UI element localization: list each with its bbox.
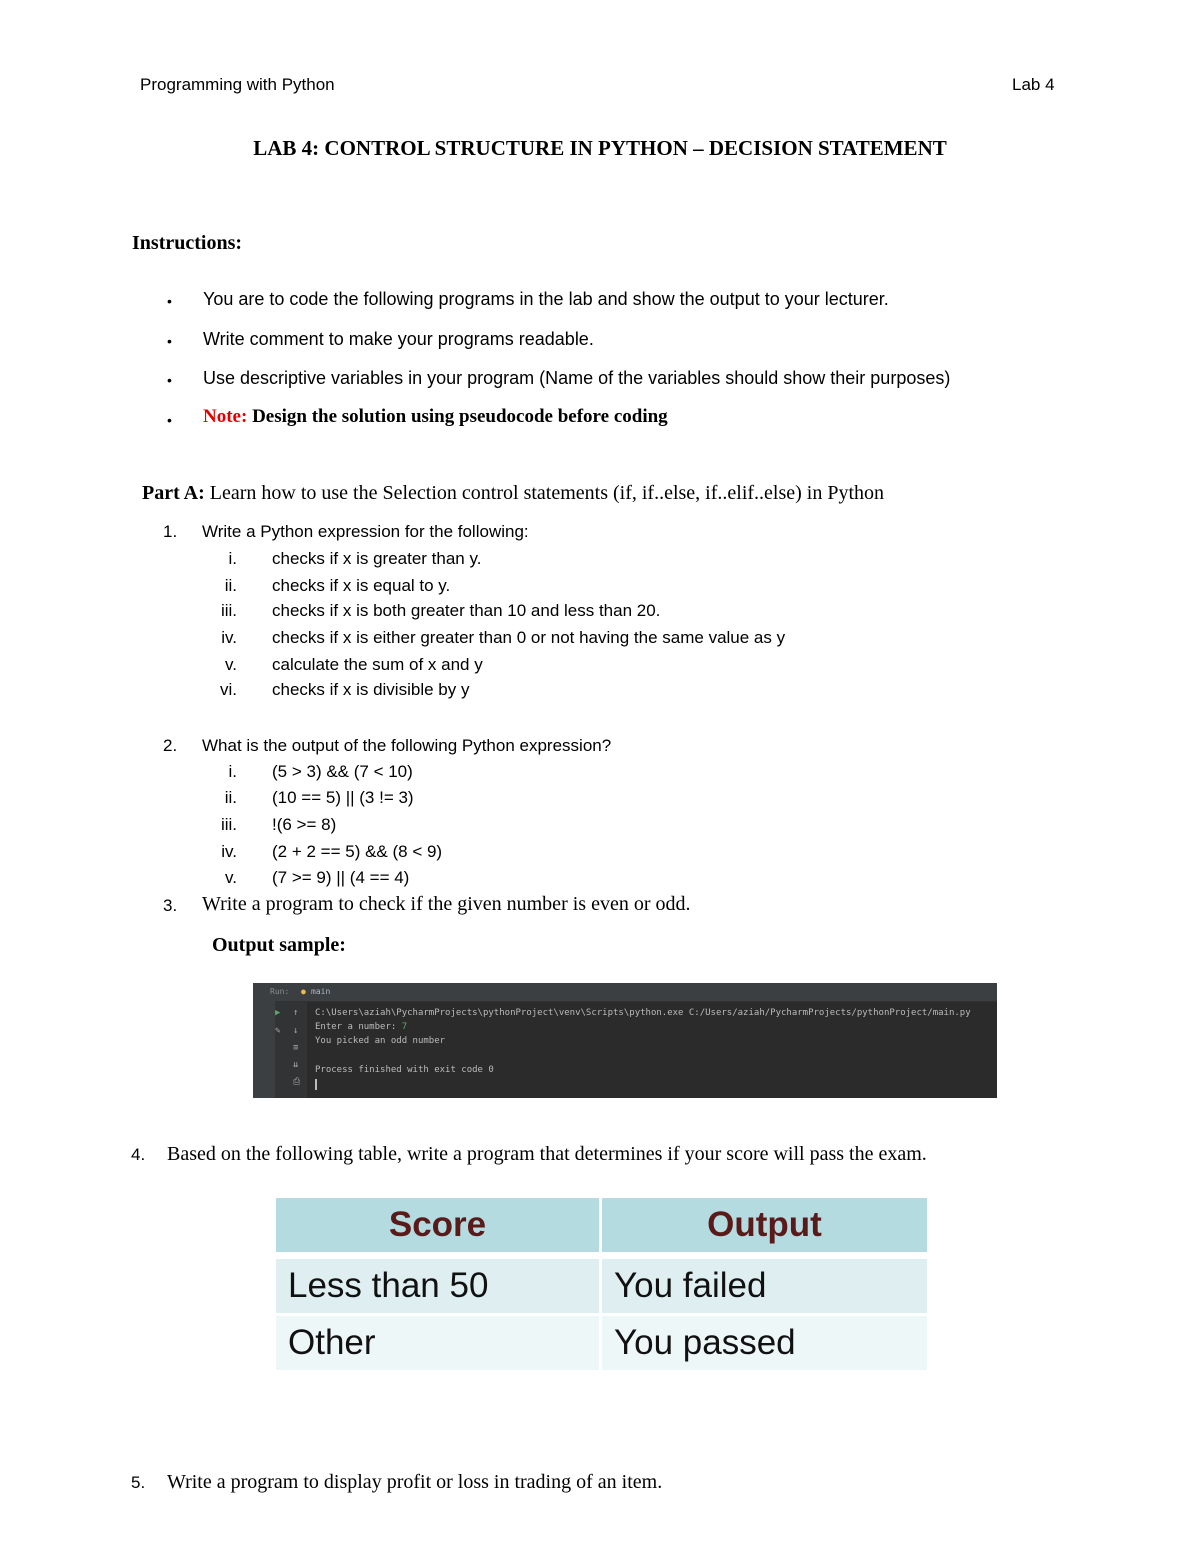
instruction-item: Use descriptive variables in your program (Name of the variables should show their purposes): [203, 368, 951, 388]
run-tab-main[interactable]: main: [311, 987, 331, 996]
q2-roman: ii.: [224, 788, 237, 807]
arrow-down-icon[interactable]: ↓: [293, 1026, 299, 1036]
instruction-item: You are to code the following programs in the lab and show the output to your lecturer.: [203, 289, 889, 309]
terminal-prompt: Enter a number:: [315, 1022, 402, 1032]
q1-text: Write a Python expression for the following:: [202, 522, 529, 541]
table-cell-output: You failed: [614, 1266, 767, 1305]
q2-item: (2 + 2 == 5) && (8 < 9): [272, 842, 443, 861]
table-cell-score: Other: [288, 1323, 376, 1362]
run-toolbar: [253, 983, 997, 1002]
part-a-label: Part A:: [142, 482, 205, 504]
print-icon[interactable]: ⎙: [293, 1077, 301, 1087]
q2-item: (7 >= 9) || (4 == 4): [272, 868, 410, 887]
note-label: Note:: [203, 406, 248, 427]
q4-number: 4.: [131, 1145, 146, 1164]
table-header-output: Output: [707, 1205, 822, 1244]
q1-item: checks if x is equal to y.: [272, 576, 451, 595]
terminal-input-value: 7: [401, 1022, 408, 1032]
q5-text: Write a program to display profit or loss in trading of an item.: [167, 1471, 663, 1493]
q1-item: calculate the sum of x and y: [272, 655, 483, 674]
q2-item: (10 == 5) || (3 != 3): [272, 788, 414, 807]
table-cell: [602, 1259, 927, 1313]
terminal-screenshot: [253, 983, 997, 1098]
q1-roman: iv.: [221, 628, 237, 647]
q3-number: 3.: [163, 896, 178, 915]
terminal-cursor: [315, 1079, 317, 1090]
q1-item: checks if x is either greater than 0 or not having the same value as y: [272, 628, 786, 647]
q1-item: checks if x is greater than y.: [272, 549, 482, 568]
output-sample-label: Output sample:: [212, 934, 346, 956]
part-a-heading: [142, 482, 884, 505]
q2-number: 2.: [163, 736, 178, 755]
q1-roman: i.: [228, 549, 237, 568]
q1-item: checks if x is divisible by y: [272, 680, 470, 699]
scroll-end-icon[interactable]: ⇊: [293, 1060, 299, 1070]
bullet-glyph: •: [167, 293, 172, 309]
q2-item: (5 > 3) && (7 < 10): [272, 762, 413, 781]
instruction-note: [203, 406, 668, 428]
terminal-line: [315, 1022, 407, 1032]
q1-roman: v.: [225, 655, 237, 674]
play-icon[interactable]: ▶: [275, 1008, 281, 1018]
q2-text: What is the output of the following Python expression?: [202, 736, 612, 755]
q1-roman: iii.: [220, 601, 237, 620]
table-cell: [602, 1316, 927, 1370]
table-cell: [276, 1259, 599, 1313]
q1-roman: vi.: [220, 680, 237, 699]
wrench-icon[interactable]: ✎: [275, 1026, 281, 1036]
bullet-glyph: •: [167, 372, 172, 388]
bullet-glyph: •: [167, 333, 172, 349]
q2-item: !(6 >= 8): [272, 815, 337, 834]
table-cell-score: Less than 50: [288, 1266, 489, 1305]
q5-number: 5.: [131, 1473, 146, 1492]
page-header-right: Lab 4: [1012, 75, 1055, 94]
q1-number: 1.: [163, 522, 178, 541]
arrow-up-icon[interactable]: ↑: [293, 1008, 299, 1018]
terminal-line: You picked an odd number: [315, 1036, 446, 1046]
table-header-cell: [276, 1198, 599, 1252]
side-gutter: [253, 1001, 275, 1098]
page-header-left: Programming with Python: [140, 75, 335, 94]
page-title: LAB 4: CONTROL STRUCTURE IN PYTHON – DECISION STATEMENT: [253, 136, 947, 160]
q2-roman: iii.: [220, 815, 237, 834]
instruction-item: Write comment to make your programs readable.: [203, 329, 594, 349]
q1-roman: ii.: [224, 576, 237, 595]
table-cell-output: You passed: [614, 1323, 796, 1362]
q4-text: Based on the following table, write a program that determines if your score will pass the exam.: [167, 1143, 927, 1165]
terminal-line: Process finished with exit code 0: [315, 1065, 494, 1075]
table-header-score: Score: [388, 1205, 487, 1244]
q3-text: Write a program to check if the given number is even or odd.: [202, 893, 691, 915]
q2-roman: i.: [228, 762, 237, 781]
instructions-heading: Instructions:: [132, 232, 243, 254]
bullet-glyph: •: [167, 412, 172, 428]
table-header-cell: [602, 1198, 927, 1252]
terminal-line: C:\Users\aziah\PycharmProjects\pythonProject\venv\Scripts\python.exe C:/Users/aziah/PycharmProjects/pythonProject/main.py: [315, 1008, 971, 1018]
part-a-text: Learn how to use the Selection control statements (if, if..else, if..elif..else) in Python: [204, 482, 885, 504]
q1-item: checks if x is both greater than 10 and less than 20.: [272, 601, 661, 620]
soft-wrap-icon[interactable]: ≡: [293, 1043, 299, 1053]
python-file-icon: ●: [301, 987, 306, 996]
q2-roman: iv.: [221, 842, 237, 861]
run-label: Run:: [270, 987, 290, 996]
table-cell: [276, 1316, 599, 1370]
q2-roman: v.: [225, 868, 237, 887]
note-text: Design the solution using pseudocode before coding: [247, 406, 668, 427]
